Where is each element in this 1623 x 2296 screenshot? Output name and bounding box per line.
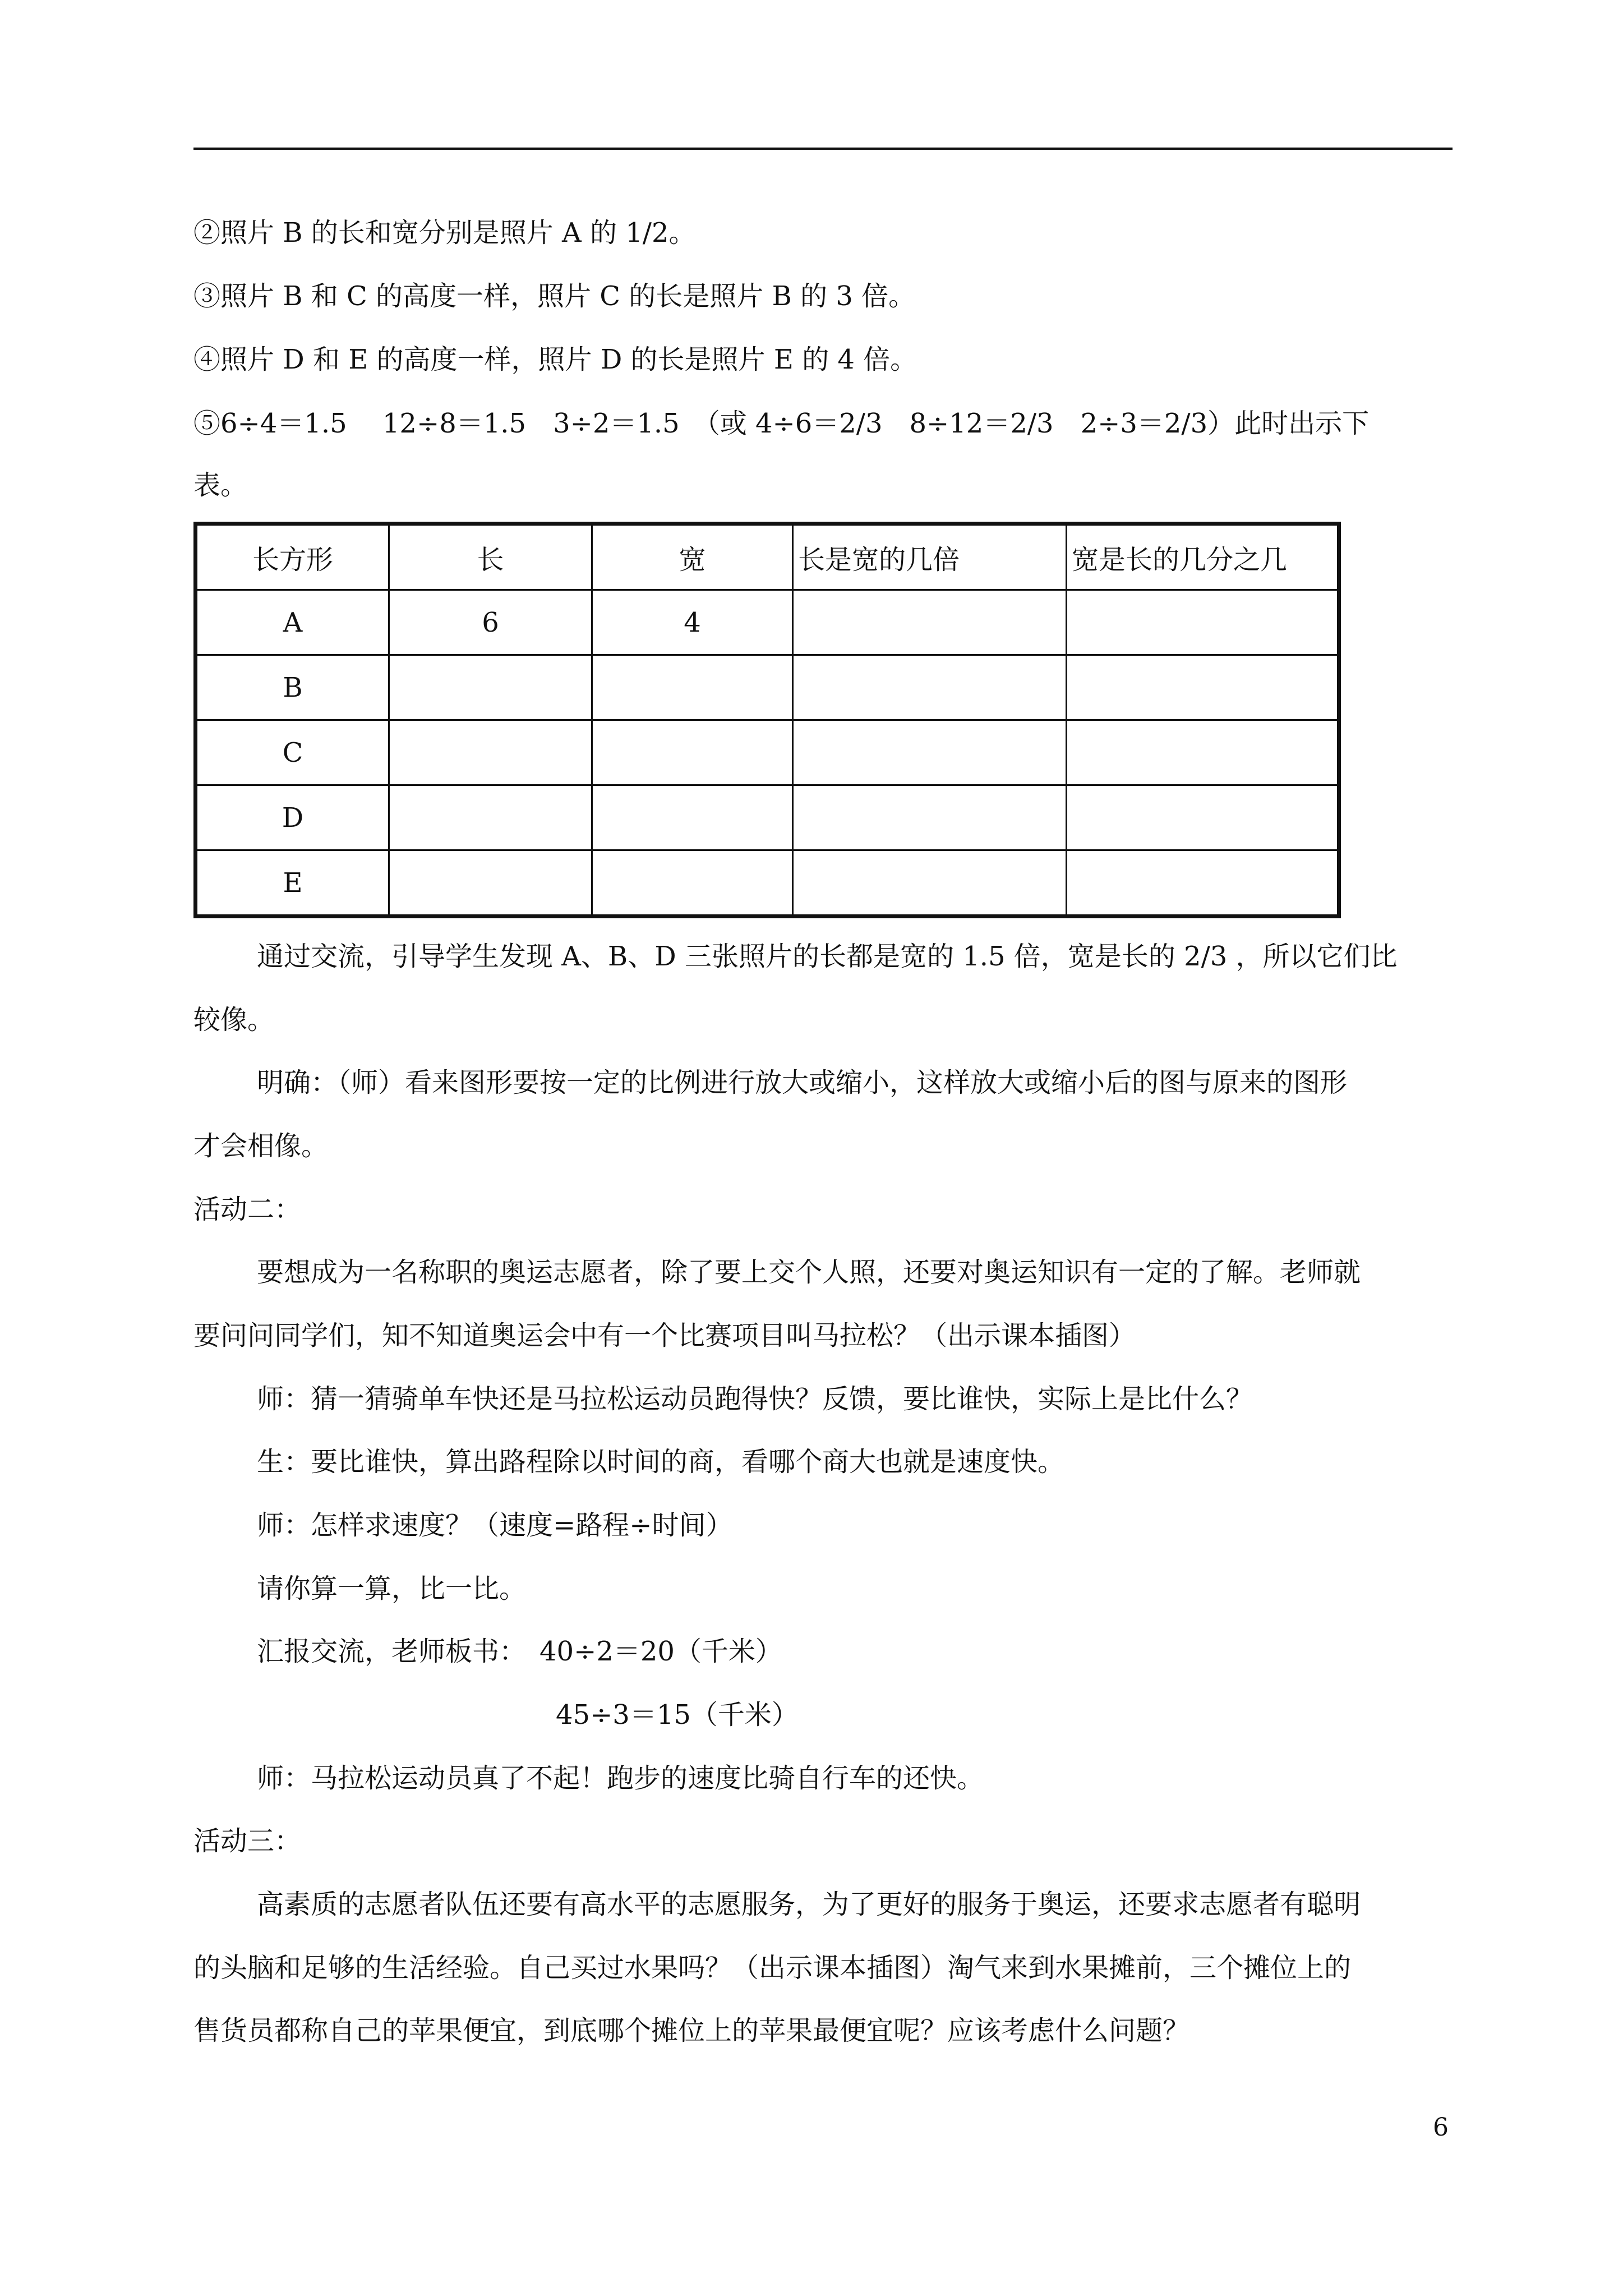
table-row (196, 785, 1339, 850)
table-cell: B (196, 655, 389, 720)
table-cell: D (196, 785, 389, 850)
table-cell (389, 850, 592, 917)
section-heading: 活动二： (193, 1194, 302, 1225)
text-line: 明确：（师）看来图形要按一定的比例进行放大或缩小，这样放大或缩小后的图与原来的图形 (257, 1067, 1348, 1098)
header-rule (193, 148, 1453, 150)
text-line: 要想成为一名称职的奥运志愿者，除了要上交个人照，还要对奥运知识有一定的了解。老师就 (257, 1257, 1361, 1288)
table-cell: 6 (389, 590, 592, 655)
table-cell: A (196, 590, 389, 655)
table-row (196, 850, 1339, 917)
text-line: 较像。 (193, 1004, 275, 1036)
table-cell (389, 720, 592, 785)
table-row (196, 590, 1339, 655)
text-line: 高素质的志愿者队伍还要有高水平的志愿服务，为了更好的服务于奥运，还要求志愿者有聪明 (257, 1889, 1361, 1920)
table-row (196, 720, 1339, 785)
text-line: 请你算一算，比一比。 (257, 1573, 527, 1604)
table-cell (1067, 720, 1339, 785)
table-header-cell: 长 (389, 524, 592, 590)
text-line: 才会相像。 (193, 1130, 329, 1162)
text-line: 师：猜一猜骑单车快还是马拉松运动员跑得快？反馈，要比谁快，实际上是比什么？ (257, 1383, 1253, 1415)
table-cell (793, 850, 1067, 917)
table-cell: E (196, 850, 389, 917)
text-line: 表。 (193, 470, 248, 501)
text-line: 师：怎样求速度？（速度=路程÷时间） (257, 1510, 733, 1541)
table-cell (592, 850, 793, 917)
table-header-cell: 长是宽的几倍 (793, 524, 1067, 590)
table-header-cell: 长方形 (196, 524, 389, 590)
table-cell (592, 785, 793, 850)
table-cell (793, 655, 1067, 720)
text-line: 生：要比谁快，算出路程除以时间的商，看哪个商大也就是速度快。 (257, 1446, 1065, 1478)
text-line: ③照片 B 和 C 的高度一样，照片 C 的长是照片 B 的 3 倍。 (193, 280, 916, 312)
table-row (196, 655, 1339, 720)
table-cell (389, 785, 592, 850)
text-line: 通过交流，引导学生发现 A、B、D 三张照片的长都是宽的 1.5 倍，宽是长的 2/3 ，所以它们比 (257, 941, 1398, 972)
page-number: 6 (1433, 2113, 1449, 2142)
table-cell (1067, 655, 1339, 720)
table-cell: 4 (592, 590, 793, 655)
table-cell (793, 590, 1067, 655)
table-cell (793, 785, 1067, 850)
table-cell (1067, 590, 1339, 655)
text-line: 45÷3＝15（千米） (556, 1699, 799, 1731)
text-line: ④照片 D 和 E 的高度一样，照片 D 的长是照片 E 的 4 倍。 (193, 344, 917, 375)
table-cell (793, 720, 1067, 785)
table-cell (1067, 850, 1339, 917)
table-cell (389, 655, 592, 720)
text-line: 汇报交流，老师板书： 40÷2＝20（千米） (257, 1636, 782, 1667)
table-cell: C (196, 720, 389, 785)
text-line: 售货员都称自己的苹果便宜，到底哪个摊位上的苹果最便宜呢？应该考虑什么问题？ (193, 2015, 1190, 2046)
table-header-cell: 宽 (592, 524, 793, 590)
table-header-cell: 宽是长的几分之几 (1067, 524, 1339, 590)
table-cell (592, 720, 793, 785)
table-cell (592, 655, 793, 720)
text-line: 的头脑和足够的生活经验。自己买过水果吗？（出示课本插图）淘气来到水果摊前，三个摊位上的 (193, 1952, 1352, 1984)
table-cell (1067, 785, 1339, 850)
section-heading: 活动三： (193, 1825, 302, 1857)
table-header-row (196, 524, 1339, 590)
rectangle-table (193, 522, 1341, 918)
text-line: 要问问同学们，知不知道奥运会中有一个比赛项目叫马拉松？（出示课本插图） (193, 1320, 1136, 1351)
text-line: ⑤6÷4＝1.5 12÷8＝1.5 3÷2＝1.5 （或 4÷6＝2/3 8÷12＝2/3 2÷3＝2/3）此时出示下 (193, 408, 1370, 439)
text-line: ②照片 B 的长和宽分别是照片 A 的 1/2。 (193, 217, 696, 249)
text-line: 师：马拉松运动员真了不起！跑步的速度比骑自行车的还快。 (257, 1763, 984, 1794)
